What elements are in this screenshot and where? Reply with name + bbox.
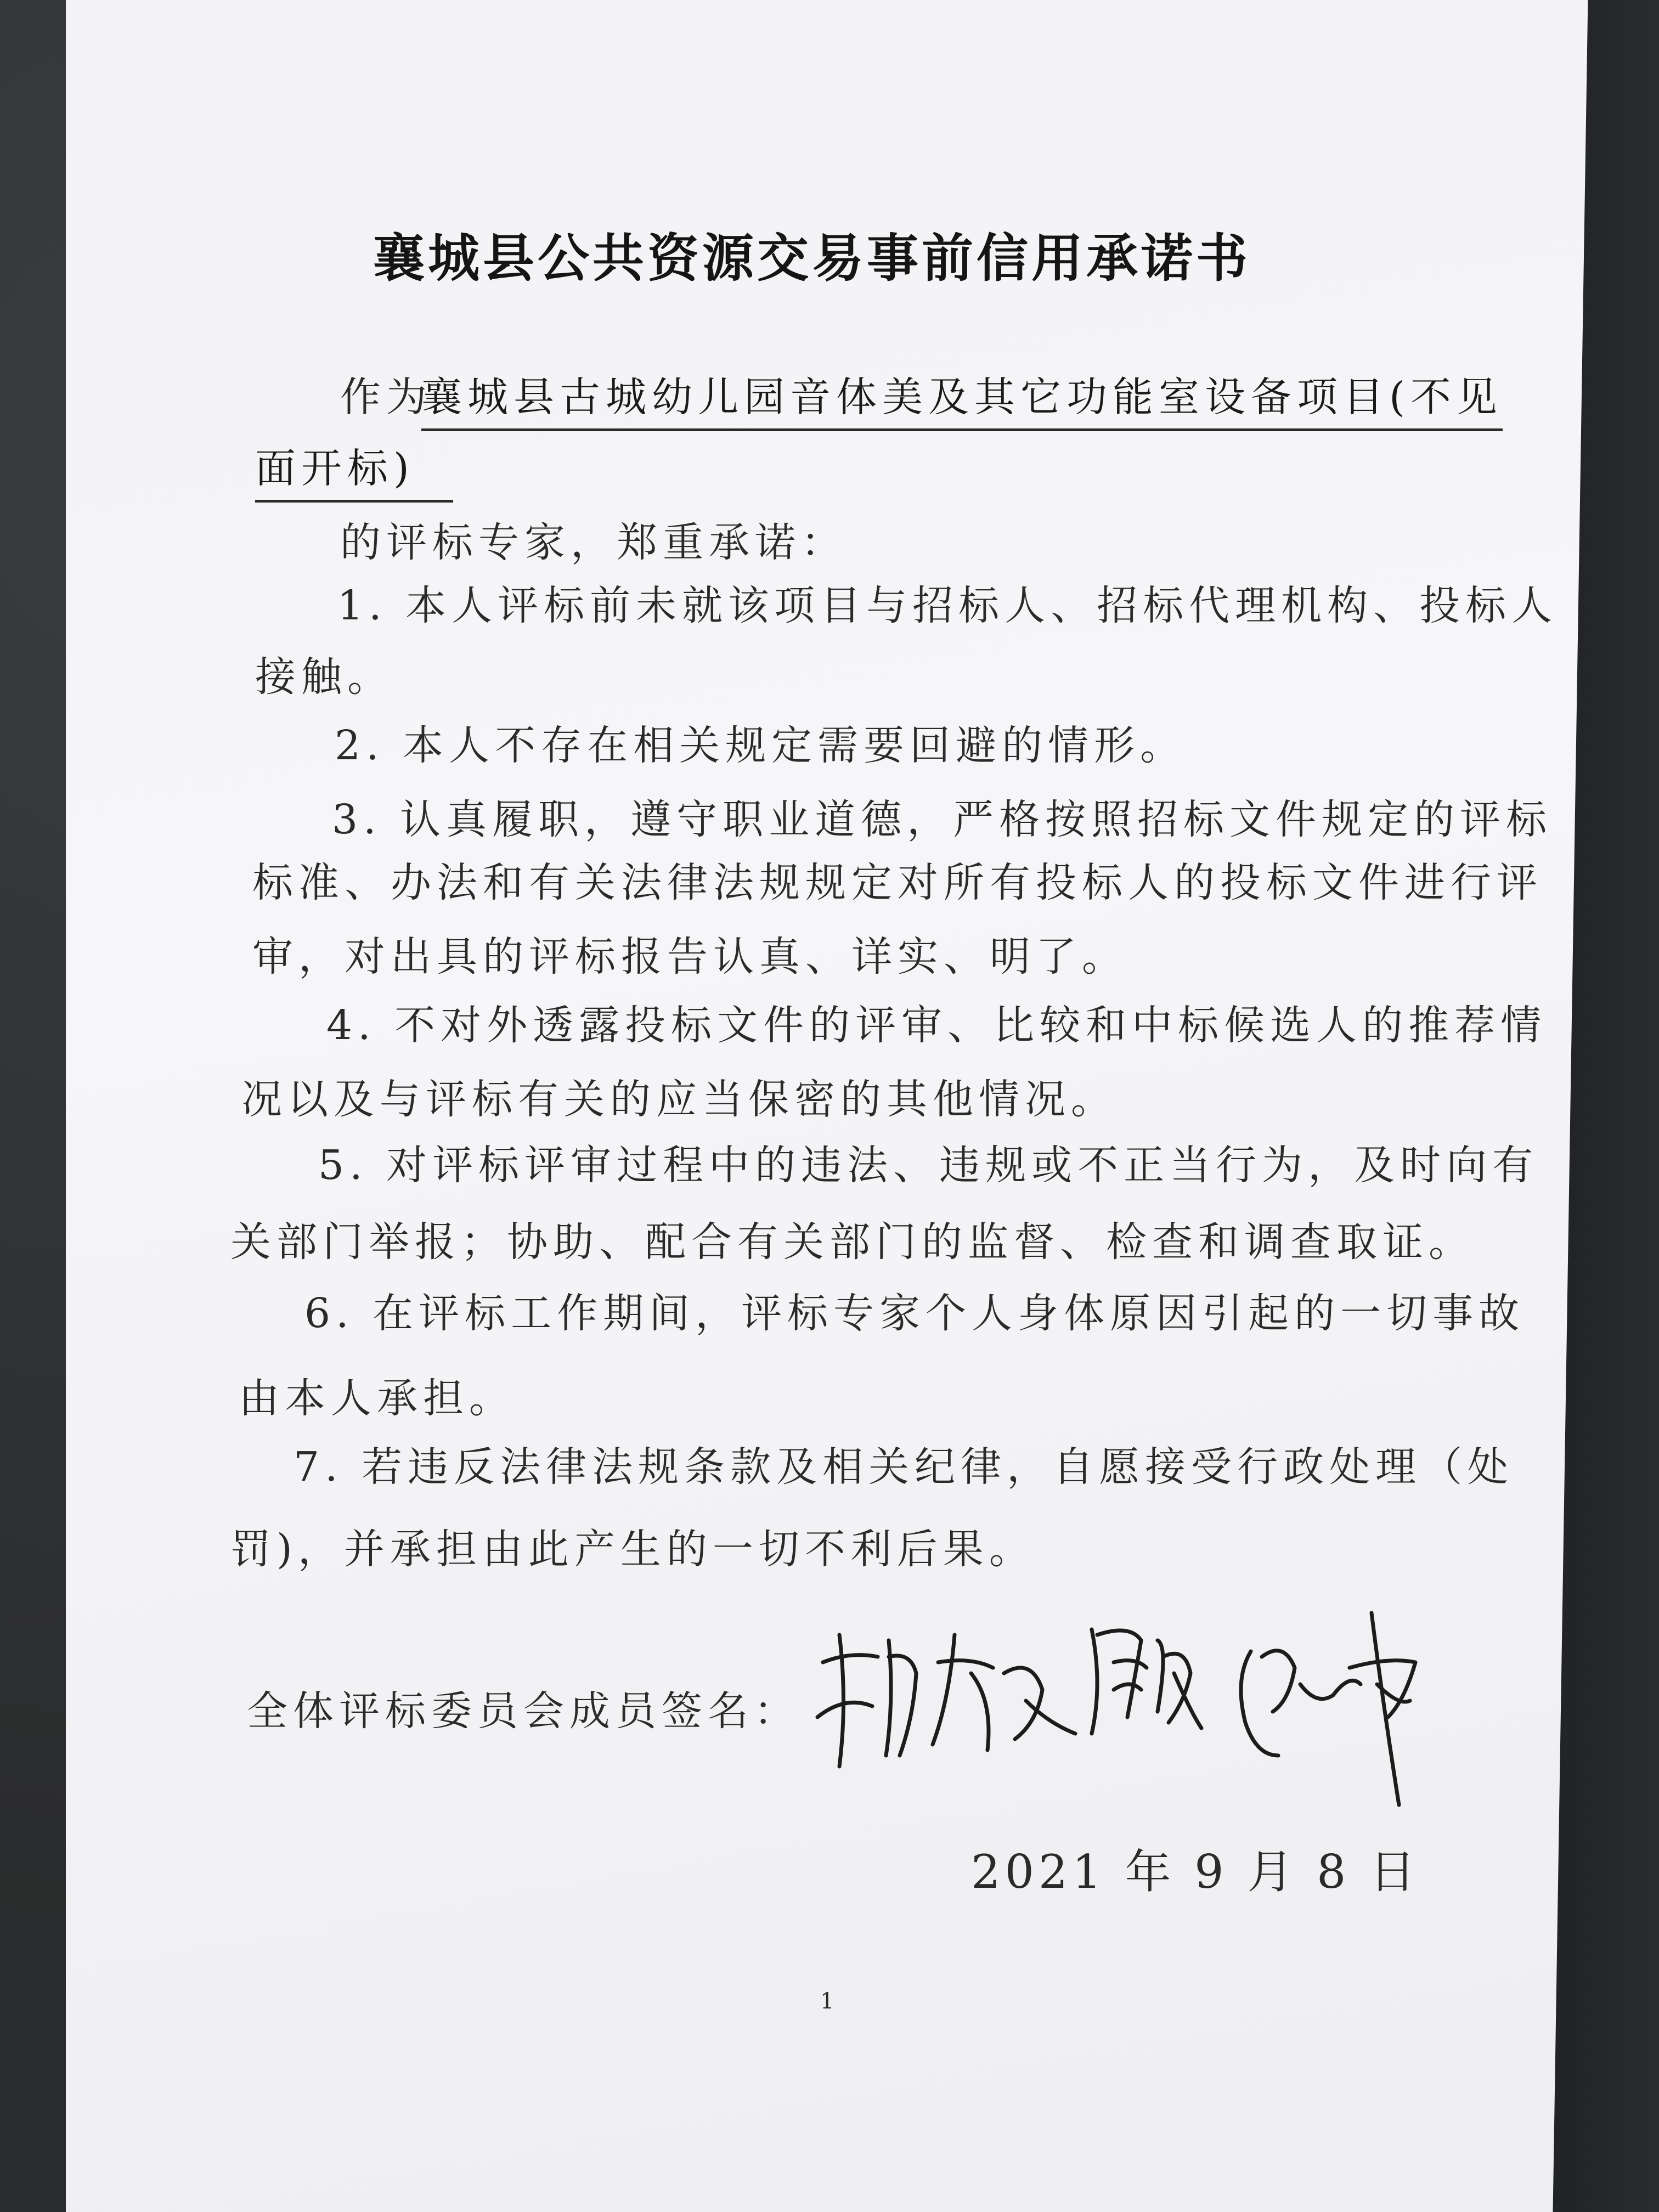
commitment-item-1-line1: 1. 本人评标前未就该项目与招标人、招标代理机构、投标人 [337, 582, 1558, 629]
commitment-item-6-line1: 6. 在评标工作期间，评标专家个人身体原因引起的一切事故 [304, 1290, 1525, 1337]
signature-2 [1092, 1629, 1201, 1734]
document-date: 2021 年 9 月 8 日 [971, 1845, 1420, 1899]
project-name-line1: 襄城县古城幼儿园音体美及其它功能室设备项目(不见 [421, 365, 1503, 431]
commitment-item-4-line1: 4. 不对外透露投标文件的评审、比较和中标候选人的推荐情 [326, 1002, 1547, 1049]
commitment-item-7-line1: 7. 若违反法律法规条款及相关纪律，自愿接受行政处理（处 [294, 1443, 1514, 1491]
intro-suffix: 的评标专家，郑重承诺： [340, 519, 847, 566]
commitment-item-1-line2: 接触。 [255, 653, 393, 701]
commitment-item-7-line2: 罚)，并承担由此产生的一切不利后果。 [230, 1526, 1035, 1573]
signature-3 [1241, 1613, 1415, 1805]
commitment-item-2-line1: 2. 本人不存在相关规定需要回避的情形。 [335, 722, 1187, 769]
intro-prefix: 作为 [340, 374, 432, 421]
signature-1 [817, 1635, 1075, 1767]
page-number: 1 [820, 1989, 834, 2014]
commitment-item-5-line2: 关部门举报；协助、配合有关部门的监督、检查和调查取证。 [230, 1218, 1475, 1266]
commitment-item-3-line2: 标准、办法和有关法律法规规定对所有投标人的投标文件进行评 [252, 859, 1543, 906]
commitment-item-3-line1: 3. 认真履职，遵守职业道德，严格按照招标文件规定的评标 [332, 796, 1553, 843]
project-name-line2: 面开标) [255, 436, 453, 503]
commitment-item-6-line2: 由本人承担。 [239, 1375, 515, 1422]
signature-label: 全体评标委员会成员签名： [247, 1688, 800, 1735]
handwritten-signatures [806, 1591, 1487, 1821]
commitment-item-3-line3: 审，对出具的评标报告认真、详实、明了。 [252, 933, 1128, 980]
document-title: 襄城县公共资源交易事前信用承诺书 [373, 228, 1251, 289]
commitment-item-5-line1: 5. 对评标评审过程中的违法、违规或不正当行为，及时向有 [318, 1142, 1539, 1189]
commitment-item-4-line2: 况以及与评标有关的应当保密的其他情况。 [241, 1076, 1117, 1123]
